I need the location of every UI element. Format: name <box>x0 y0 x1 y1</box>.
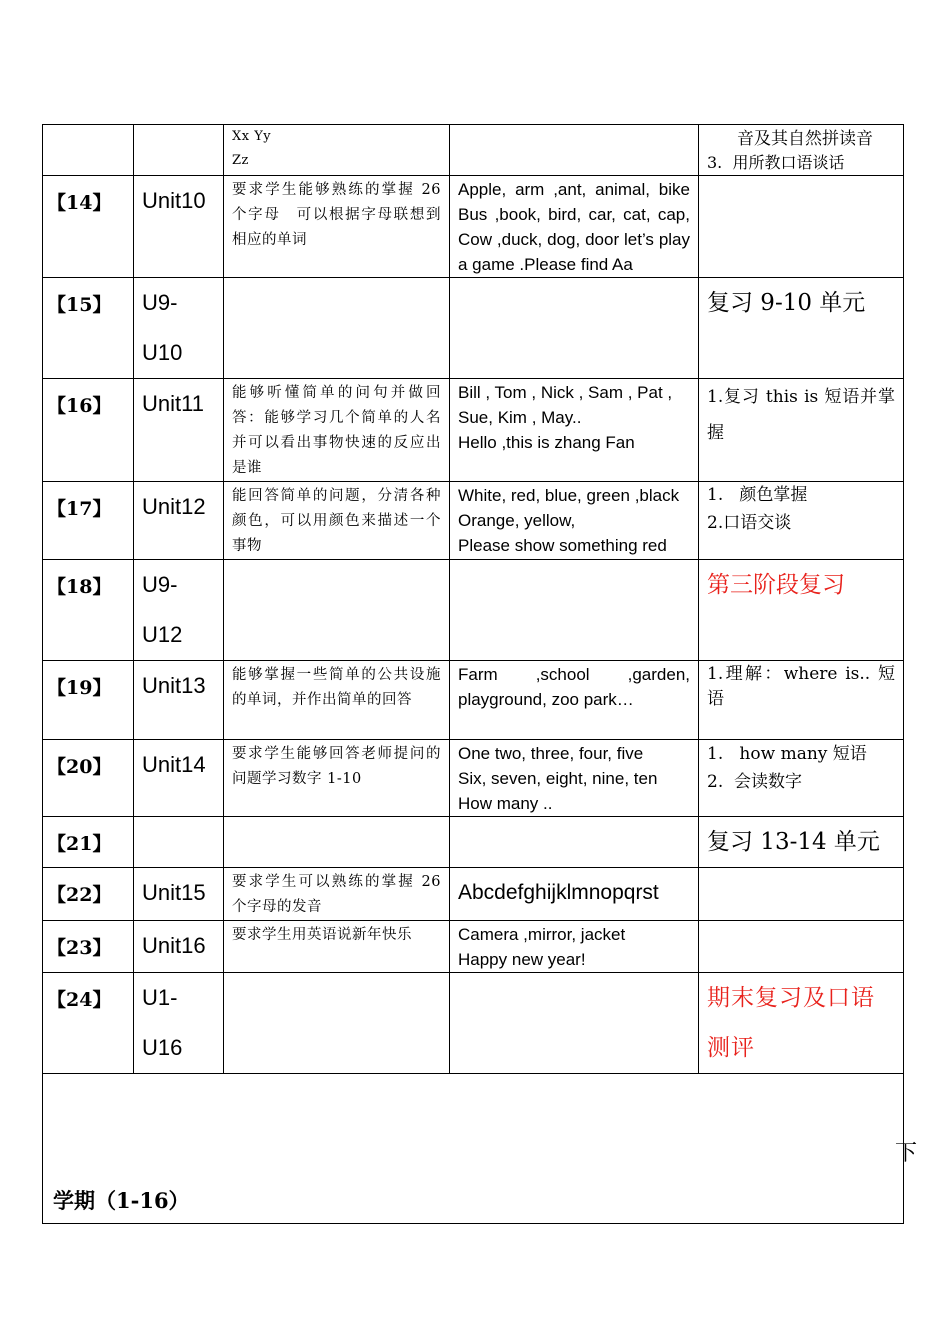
vocabulary-text: Apple, arm ,ant, animal, bike Bus ,book, bird, car, cat, cap, Cow ,duck, dog, door let’s play a game .Please find Aa <box>450 176 699 278</box>
vocabulary-text: Camera ,mirror, jacket Happy new year! <box>450 921 699 973</box>
vocabulary-text <box>450 560 699 661</box>
note-line: 2.口语交谈 <box>707 513 792 533</box>
notes-cell <box>699 176 904 278</box>
table-row <box>43 661 904 740</box>
semester-heading: 学期（1-16） <box>53 1188 190 1213</box>
note-line: 音及其自然拼读音 <box>737 129 873 149</box>
vocabulary-text <box>450 817 699 868</box>
week-number: 【20】 <box>43 740 134 817</box>
unit-name: U1-U16 <box>134 973 224 1074</box>
table-row <box>43 973 904 1074</box>
requirement-line: Xx Yy <box>232 129 272 144</box>
requirement-cell <box>224 125 450 176</box>
unit-name: Unit12 <box>134 482 224 560</box>
unit-name: Unit11 <box>134 379 224 482</box>
notes-text: 1.复习 this is 短语并掌握 <box>699 379 904 482</box>
unit-name: Unit10 <box>134 176 224 278</box>
table-row <box>43 278 904 379</box>
week-number: 【23】 <box>43 921 134 973</box>
unit-cell <box>134 125 224 176</box>
week-number: 【17】 <box>43 482 134 560</box>
unit-name: Unit15 <box>134 868 224 921</box>
table-row <box>43 921 904 973</box>
week-number: 【22】 <box>43 868 134 921</box>
vocabulary-text: White, red, blue, green ,black Orange, yellow, Please show something red <box>450 482 699 560</box>
vocabulary-text <box>450 278 699 379</box>
note-line: 2. 会读数字 <box>707 772 803 792</box>
unit-name: Unit14 <box>134 740 224 817</box>
vocabulary-text: Farm ,school ,garden, playground, zoo park… <box>450 661 699 740</box>
table-row <box>43 868 904 921</box>
week-number: 【18】 <box>43 560 134 661</box>
review-note: 复习 9-10 单元 <box>699 278 904 379</box>
notes-cell <box>699 125 904 176</box>
semester-footer-cell <box>43 1074 917 1224</box>
requirement-text: 要求学生能够熟练的掌握 26 个字母 可以根据字母联想到相应的单词 <box>224 176 450 278</box>
notes-text: 1.理解：where is.. 短语 <box>699 661 904 740</box>
requirement-text <box>224 560 450 661</box>
words-cell <box>450 125 699 176</box>
requirement-text: 能够掌握一些简单的公共设施的单词，并作出简单的回答 <box>224 661 450 740</box>
vocabulary-text: One two, three, four, five Six, seven, eight, nine, ten How many .. <box>450 740 699 817</box>
requirement-text: 能够听懂简单的问句并做回答：能够学习几个简单的人名并可以看出事物快速的反应出是谁 <box>224 379 450 482</box>
notes-cell <box>699 868 904 921</box>
week-number: 【14】 <box>43 176 134 278</box>
requirement-text: 要求学生可以熟练的掌握 26 个字母的发音 <box>224 868 450 921</box>
requirement-text <box>224 973 450 1074</box>
table-row <box>43 125 904 176</box>
note-line: 1. how many 短语 <box>707 744 867 764</box>
requirement-line: Zz <box>232 153 249 168</box>
unit-name <box>134 817 224 868</box>
notes-cell <box>699 740 904 817</box>
table-row <box>43 379 904 482</box>
table-row <box>43 482 904 560</box>
notes-cell <box>699 921 904 973</box>
week-number: 【15】 <box>43 278 134 379</box>
vocabulary-text: Abcdefghijklmnopqrst <box>450 868 699 921</box>
requirement-text: 要求学生用英语说新年快乐 <box>224 921 450 973</box>
table-row <box>43 740 904 817</box>
unit-name: Unit13 <box>134 661 224 740</box>
week-number: 【21】 <box>43 817 134 868</box>
table-row <box>43 817 904 868</box>
review-note: 复习 13-14 单元 <box>699 817 904 868</box>
syllabus-table <box>42 124 917 1224</box>
week-number: 【24】 <box>43 973 134 1074</box>
notes-cell <box>699 482 904 560</box>
requirement-text: 能回答简单的问题，分清各种颜色，可以用颜色来描述一个事物 <box>224 482 450 560</box>
requirement-text <box>224 817 450 868</box>
requirement-text <box>224 278 450 379</box>
vocabulary-text <box>450 973 699 1074</box>
unit-name: U9-U12 <box>134 560 224 661</box>
semester-heading-continued: 下 <box>894 1141 917 1166</box>
vocabulary-text: Bill , Tom , Nick , Sam , Pat , Sue, Kim , May.. Hello ,this is zhang Fan <box>450 379 699 482</box>
table-row <box>43 560 904 661</box>
unit-name: Unit16 <box>134 921 224 973</box>
note-line: 3. 用所教口语谈话 <box>707 153 845 172</box>
requirement-text: 要求学生能够回答老师提问的问题学习数字 1-10 <box>224 740 450 817</box>
table-row <box>43 176 904 278</box>
stage-review-note: 第三阶段复习 <box>699 560 904 661</box>
note-line: 1. 颜色掌握 <box>707 485 808 505</box>
week-number: 【16】 <box>43 379 134 482</box>
final-review-note: 期末复习及口语测评 <box>699 973 904 1074</box>
unit-name: U9-U10 <box>134 278 224 379</box>
table-row <box>43 1074 904 1224</box>
week-cell <box>43 125 134 176</box>
week-number: 【19】 <box>43 661 134 740</box>
